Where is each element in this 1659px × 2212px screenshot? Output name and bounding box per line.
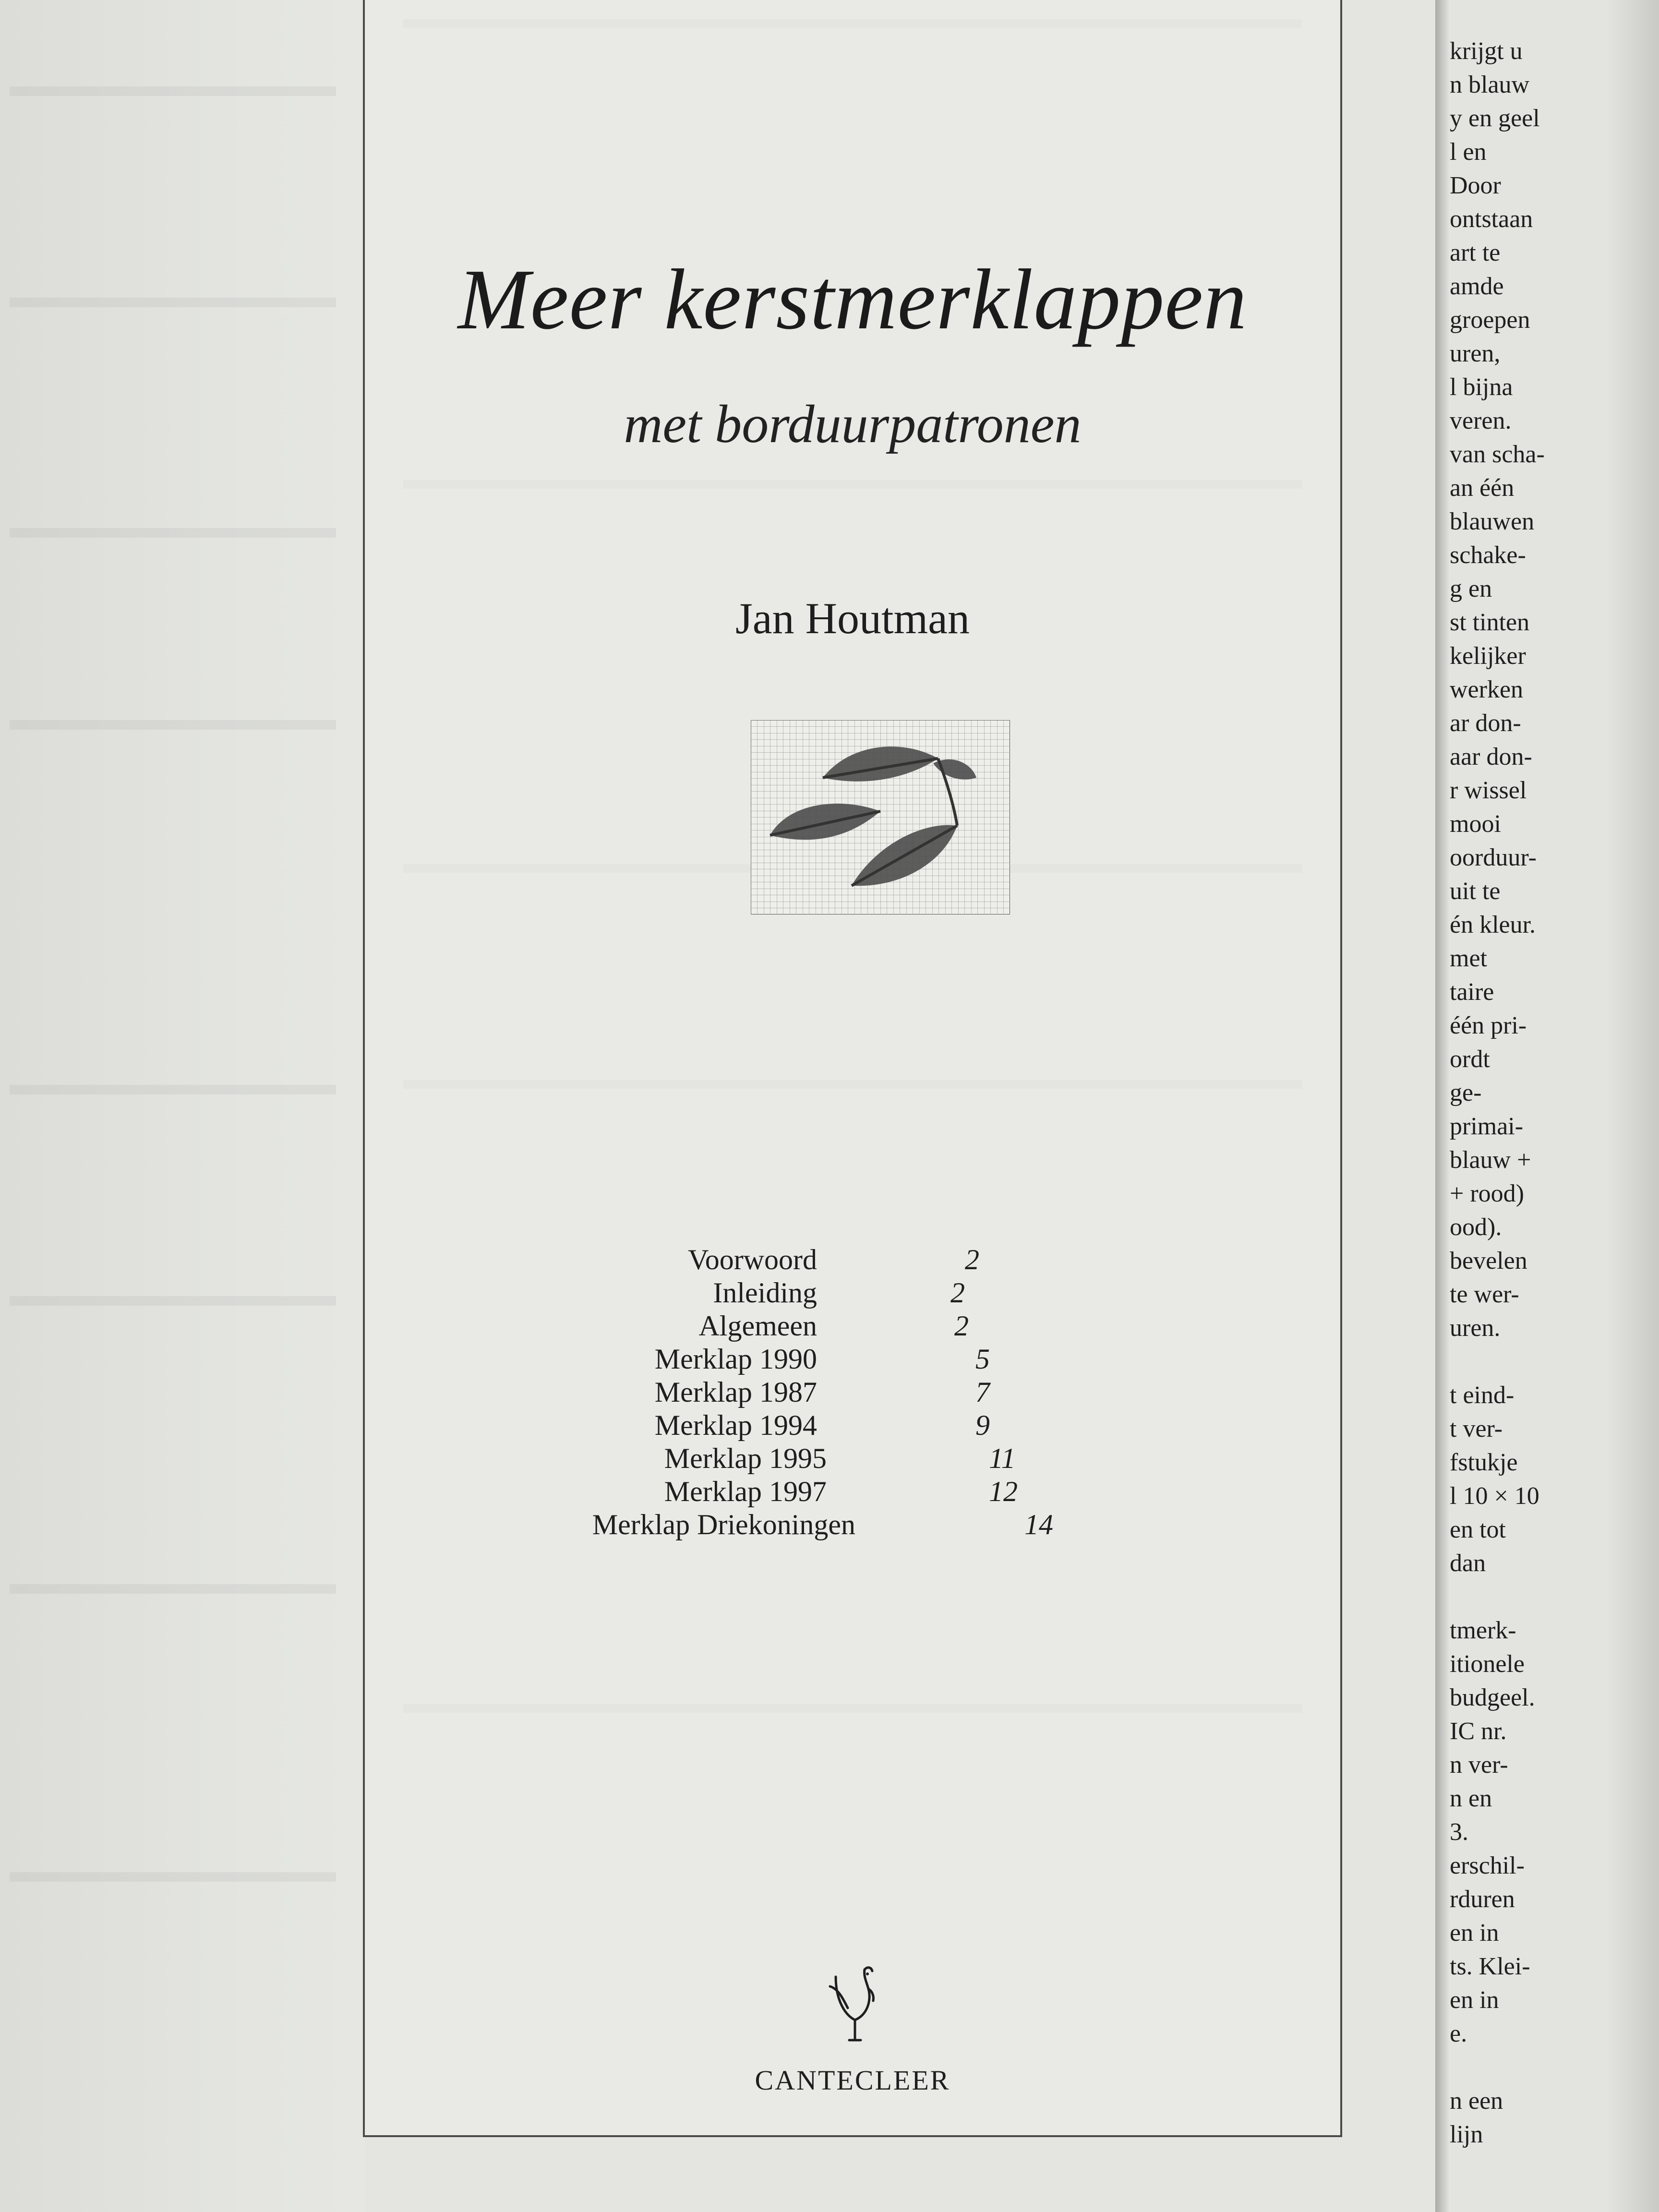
toc-page-number: 11 [989,1443,1016,1474]
text-line: Door [1450,172,1501,199]
text-line: ge- [1450,1079,1482,1106]
author-name: Jan Houtman [735,594,970,643]
text-line: en tot [1450,1516,1506,1543]
text-line: g en [1450,575,1492,602]
show-through-text [10,1085,336,1106]
text-line: y en geel [1450,105,1540,132]
text-line: tmerk- [1450,1617,1516,1644]
text-line: an één [1450,474,1515,502]
text-line: uren. [1450,1314,1501,1342]
page-edge-shading [1606,0,1659,2212]
text-line: budgeel. [1450,1684,1535,1711]
toc-label: Inleiding [713,1277,817,1309]
toc-page-number: 9 [975,1409,990,1441]
text-line: ordt [1450,1046,1490,1073]
text-line: IC nr. [1450,1718,1507,1745]
text-line: ts. Klei- [1450,1953,1530,1980]
text-line: lijn [1450,2121,1483,2148]
text-line: blauwen [1450,508,1535,535]
next-page-edge [1435,0,1659,2212]
paragraph-gap [1450,1345,1545,1379]
text-line: t ver- [1450,1415,1503,1443]
toc-entry [365,1243,1340,1276]
text-line: te wer- [1450,1281,1519,1308]
show-through-text [403,480,1302,497]
cropped-text-column [1450,35,1545,2152]
toc-label: Merklap 1990 [654,1343,817,1375]
text-line: met [1450,945,1487,972]
leaf-cross-stitch-pattern-icon [751,720,1010,914]
publisher-block [365,1962,1340,2096]
toc-page-number: 7 [975,1376,990,1408]
toc-label: Merklap 1987 [654,1376,817,1408]
text-line: blauw + [1450,1146,1531,1174]
text-line: groepen [1450,306,1530,334]
text-line: mooi [1450,810,1501,838]
text-line: n blauw [1450,71,1530,98]
toc-entry [365,1409,1340,1442]
publisher-name: CANTECLEER [755,2065,950,2096]
text-line: aar don- [1450,743,1532,770]
text-line: bevelen [1450,1247,1527,1274]
toc-label: Voorwoord [688,1244,817,1275]
toc-entry [365,1442,1340,1475]
toc-page-number: 12 [989,1476,1018,1507]
show-through-text [10,1872,336,1893]
text-line: l bijna [1450,373,1513,401]
text-line: werken [1450,676,1524,703]
show-through-text [10,1296,336,1317]
toc-label: Merklap Driekoningen [592,1509,855,1540]
text-line: ar don- [1450,709,1521,737]
text-line: van scha- [1450,441,1545,468]
text-line: e. [1450,2020,1467,2047]
toc-entry [365,1508,1340,1541]
toc-entry [365,1276,1340,1310]
book-title: Meer kerstmerklappen [457,252,1248,347]
toc-label: Merklap 1994 [654,1409,817,1441]
text-line: dan [1450,1550,1486,1577]
previous-page-edge [0,0,365,2212]
show-through-text [10,298,336,319]
book-subtitle: met borduurpatronen [624,395,1082,454]
toc-entry [365,1310,1340,1343]
toc-entry [365,1475,1340,1508]
text-line: + rood) [1450,1180,1524,1207]
text-line: l en [1450,138,1487,166]
text-line: uit te [1450,878,1501,905]
paragraph-gap [1450,2051,1545,2084]
text-line: art te [1450,239,1501,266]
text-line: ood). [1450,1214,1502,1241]
text-line: taire [1450,978,1494,1006]
show-through-text [403,19,1302,36]
text-line: itionele [1450,1650,1525,1678]
toc-page-number: 2 [954,1310,969,1342]
text-line: l 10 × 10 [1450,1482,1539,1510]
text-line: amde [1450,273,1504,300]
text-line: oorduur- [1450,844,1537,871]
text-line: primai- [1450,1113,1524,1140]
text-line: ontstaan [1450,205,1533,233]
toc-page-number: 5 [975,1343,990,1375]
show-through-text [10,86,336,108]
show-through-text [10,720,336,741]
text-line: één pri- [1450,1012,1527,1039]
show-through-text [403,1704,1302,1721]
text-line: kelijker [1450,642,1526,670]
text-line: r wissel [1450,777,1527,804]
text-line: n ver- [1450,1751,1508,1779]
toc-page-number: 2 [950,1277,965,1309]
text-line: schake- [1450,541,1526,569]
toc-page-number: 2 [965,1244,979,1275]
text-line: rduren [1450,1886,1515,1913]
text-line: veren. [1450,407,1512,434]
text-line: 3. [1450,1818,1468,1846]
text-line: krijgt u [1450,37,1523,65]
text-line: fstukje [1450,1449,1518,1476]
toc-label: Algemeen [698,1310,817,1342]
table-of-contents [365,1243,1340,1541]
text-line: uren, [1450,340,1501,367]
toc-page-number: 14 [1024,1509,1053,1540]
text-line: én kleur. [1450,911,1536,938]
title-page [363,0,1342,2137]
text-line: en in [1450,1986,1499,2014]
text-line: n een [1450,2087,1503,2115]
toc-label: Merklap 1995 [664,1443,827,1474]
show-through-text [10,528,336,549]
toc-entry [365,1343,1340,1376]
text-line: n en [1450,1785,1492,1812]
text-line: t eind- [1450,1382,1515,1409]
text-line: en in [1450,1919,1499,1947]
text-line: st tinten [1450,609,1530,636]
show-through-text [10,1584,336,1605]
page-fold-shadow [1435,0,1450,2212]
paragraph-gap [1450,1580,1545,1614]
show-through-text [403,1080,1302,1097]
text-line: erschil- [1450,1852,1525,1879]
toc-entry [365,1376,1340,1409]
toc-label: Merklap 1997 [664,1476,827,1507]
rooster-logo-icon [826,1962,879,2054]
